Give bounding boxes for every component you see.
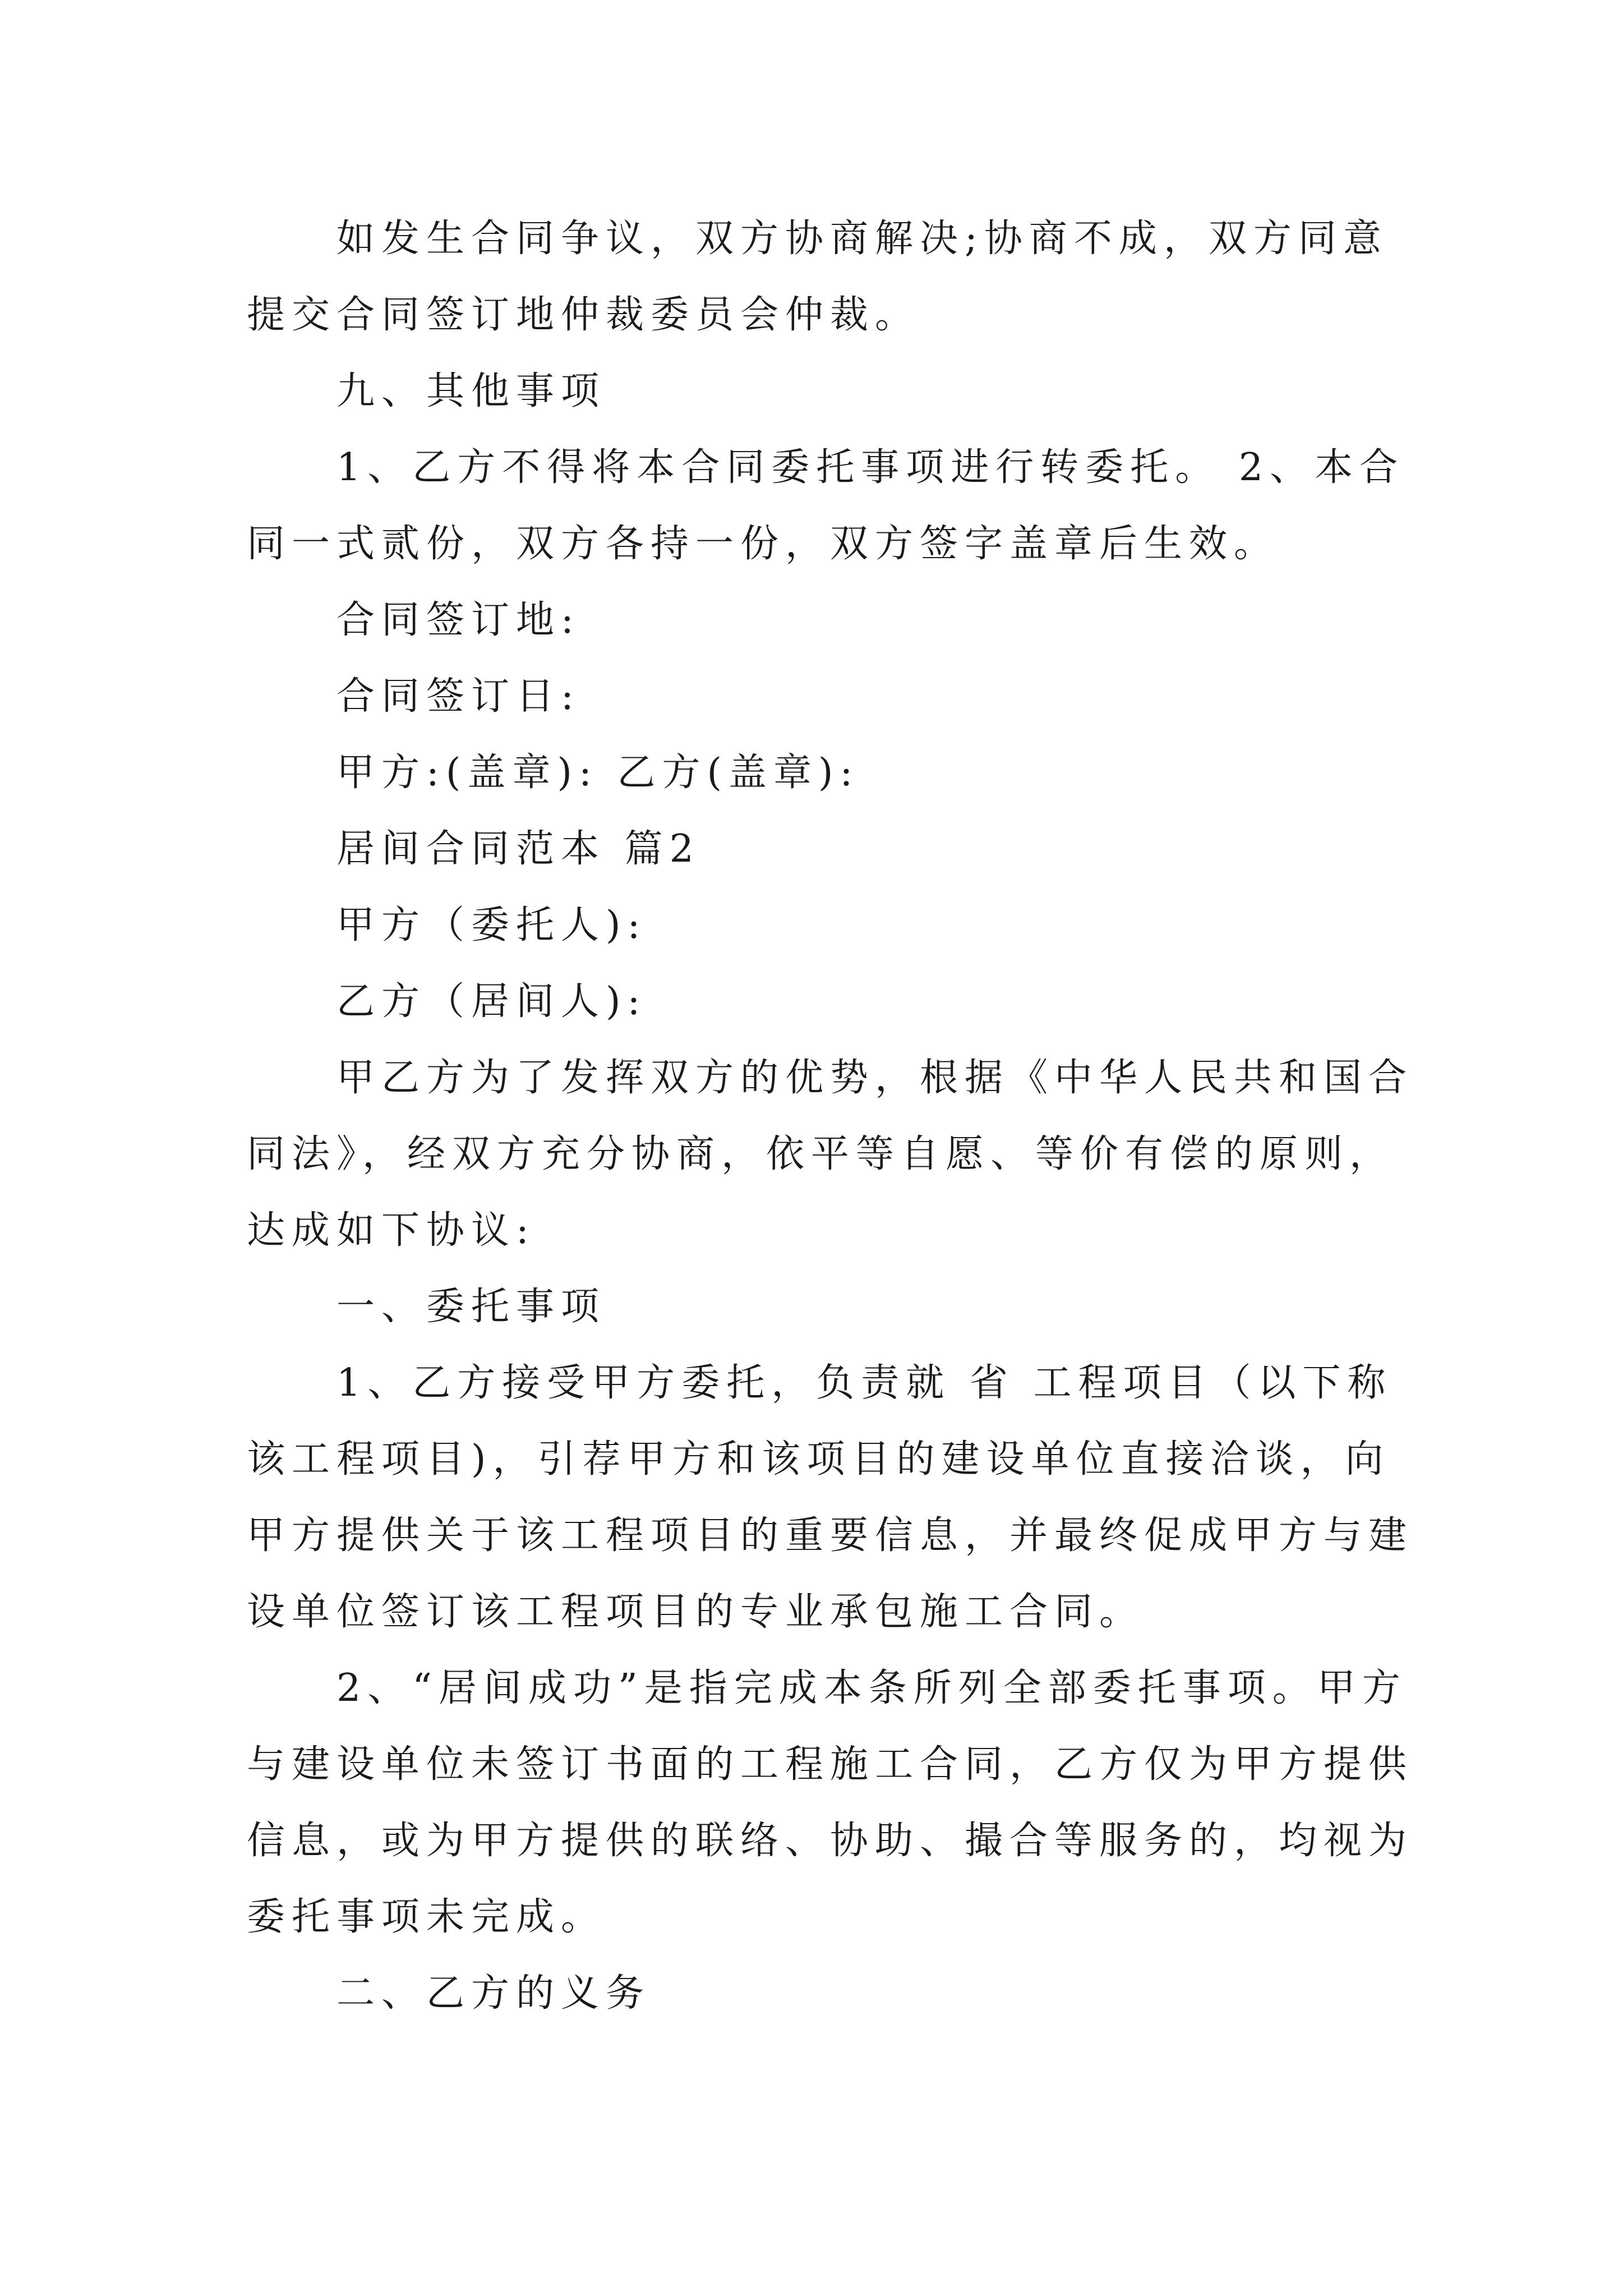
paragraph-line: 2、“居间成功”是指完成本条所列全部委托事项。甲方: [336, 1666, 1407, 1710]
party-seal-line: 甲方:(盖章): 乙方(盖章):: [336, 751, 860, 795]
section-heading: 九、其他事项: [336, 369, 606, 413]
paragraph-line: 1、乙方不得将本合同委托事项进行转委托。 2、本合: [336, 445, 1405, 490]
paragraph-line: 同一式贰份，双方各持一份，双方签字盖章后生效。: [247, 522, 1279, 566]
paragraph-line: 委托事项未完成。: [247, 1895, 606, 1939]
paragraph-line: 甲乙方为了发挥双方的优势，根据《中华人民共和国合: [336, 1056, 1414, 1100]
document-section-title: 居间合同范本 篇2: [336, 827, 700, 871]
paragraph-line: 信息，或为甲方提供的联络、协助、撮合等服务的，均视为: [247, 1819, 1414, 1863]
paragraph-line: 同法》，经双方充分协商，依平等自愿、等价有偿的原则，: [247, 1132, 1395, 1176]
signing-place-label: 合同签订地:: [336, 598, 580, 642]
party-a-label: 甲方（委托人):: [336, 903, 647, 947]
paragraph-line: 如发生合同争议，双方协商解决;协商不成，双方同意: [336, 217, 1388, 261]
section-heading: 一、委托事项: [336, 1285, 606, 1329]
paragraph-line: 设单位签订该工程项目的专业承包施工合同。: [247, 1590, 1145, 1634]
paragraph-line: 提交合同签订地仲裁委员会仲裁。: [247, 293, 920, 337]
section-heading: 二、乙方的义务: [336, 1971, 651, 2016]
paragraph-line: 甲方提供关于该工程项目的重要信息，并最终促成甲方与建: [247, 1513, 1414, 1558]
party-b-label: 乙方（居间人):: [336, 979, 647, 1024]
signing-date-label: 合同签订日:: [336, 674, 580, 719]
paragraph-line: 该工程项目)，引荐甲方和该项目的建设单位直接洽谈，向: [247, 1437, 1390, 1481]
paragraph-line: 1、乙方接受甲方委托，负责就 省 工程项目（以下称: [336, 1361, 1393, 1405]
paragraph-line: 与建设单位未签订书面的工程施工合同，乙方仅为甲方提供: [247, 1742, 1414, 1787]
paragraph-line: 达成如下协议:: [247, 1208, 536, 1253]
